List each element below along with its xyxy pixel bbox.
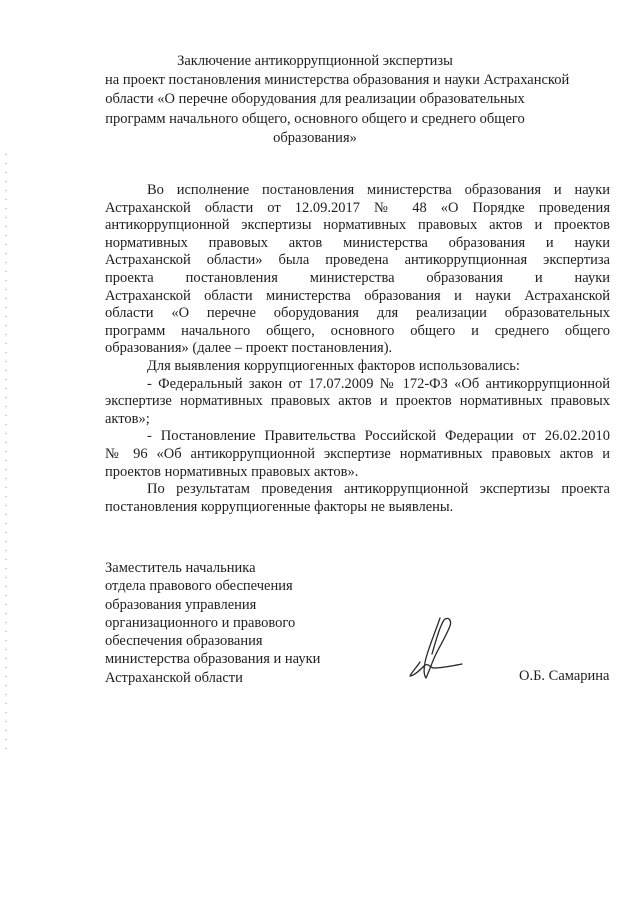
paragraph-sources-intro [105,358,610,376]
document-body [105,182,610,516]
title-line: области «О перечне оборудования для реализации образовательных [105,91,525,108]
paragraph-line: Во исполнение постановления министерства образования и науки [147,182,610,198]
paragraph-basis [105,182,610,358]
paragraph-line: программ начального общего, основного общего и среднего общего [105,322,610,339]
paragraph-line: № 96 «Об антикоррупционной экспертизе нормативных правовых актов и [105,445,610,462]
document-title [105,52,570,148]
paragraph-line: проекта постановления министерства образования и науки [105,269,610,286]
title-line: на проект постановления министерства образования и науки Астраханской [105,72,570,89]
title-line: образования» [273,129,357,146]
paragraph-line: области «О перечне оборудования для реализации образовательных [105,305,610,322]
paragraph-line: проектов нормативных правовых актов». [105,463,359,480]
paragraph-line: Астраханской области от 12.09.2017 № 48 «О Порядке проведения [105,199,610,216]
position-line: министерства образования и науки [105,651,321,668]
paragraph-government-decree [105,428,610,481]
paragraph-line: Астраханской области министерства образования и науки Астраханской [105,287,610,304]
title-line: программ начального общего, основного общего и среднего общего [105,110,525,127]
paragraph-line: Для выявления коррупциогенных факторов использовались: [147,357,520,374]
position-line: образования управления [105,596,257,613]
paragraph-line: образования» (далее – проект постановления). [105,340,393,357]
paragraph-conclusion [105,481,610,516]
position-line: отдела правового обеспечения [105,578,293,595]
paragraph-line: Астраханской области» была проведена антикоррупционная экспертиза [105,252,610,269]
position-line: организационного и правового [105,614,296,631]
paragraph-line: нормативных правовых актов министерства образования и науки [105,234,610,251]
paragraph-line: актов»; [105,410,150,427]
scan-margin-marks [4,150,8,750]
paragraph-line: По результатам проведения антикоррупционной экспертизы проекта [147,481,610,498]
title-line: Заключение антикоррупционной экспертизы [177,53,453,69]
paragraph-line: экспертизе нормативных правовых актов и проектов нормативных правовых [105,393,610,410]
position-line: Астраханской области [105,669,243,686]
paragraph-line: - Федеральный закон от 17.07.2009 № 172-ФЗ «Об антикоррупционной [147,375,610,392]
paragraph-line: - Постановление Правительства Российской Федерации от 26.02.2010 [147,428,610,445]
handwritten-signature [396,610,476,690]
signatory-position [105,559,320,687]
paragraph-federal-law [105,376,610,429]
signatory-name: О.Б. Самарина [519,668,610,684]
position-line: Заместитель начальника [105,560,256,576]
paragraph-line: постановления коррупциогенные факторы не выявлены. [105,498,454,515]
paragraph-line: антикоррупционной экспертизы нормативных правовых актов и проектов [105,217,610,234]
position-line: обеспечения образования [105,633,263,650]
